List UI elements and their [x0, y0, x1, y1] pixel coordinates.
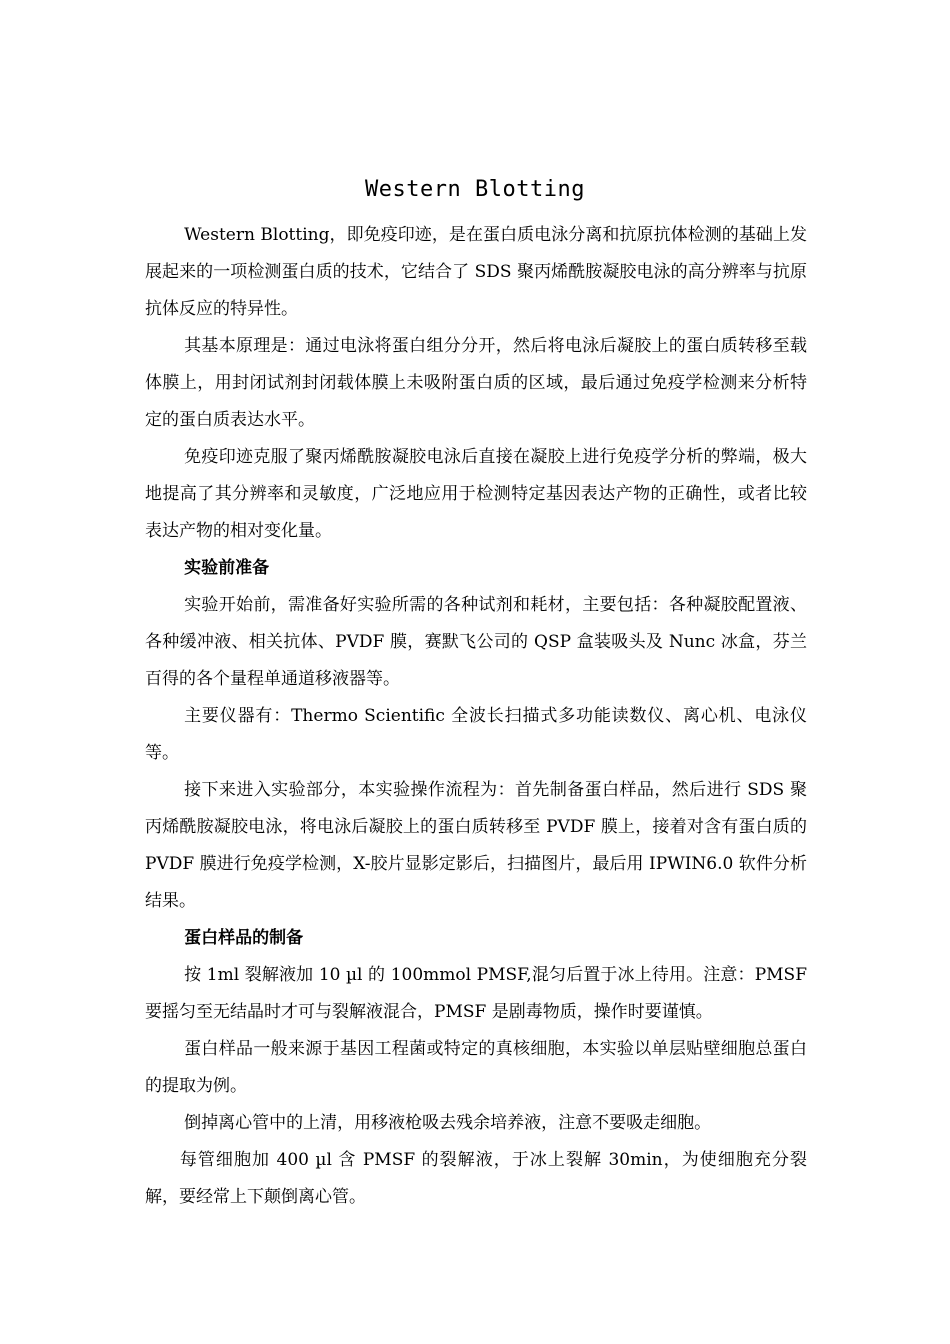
paragraph-instruments: 主要仪器有：Thermo Scientific 全波长扫描式多功能读数仪、离心机、电泳仪等。	[145, 706, 807, 763]
paragraph-discard-supernatant: 倒掉离心管中的上清，用移液枪吸去残余培养液，注意不要吸走细胞。	[184, 1113, 712, 1133]
section-heading-sample-prep: 蛋白样品的制备	[184, 928, 304, 948]
paragraph-sample-source: 蛋白样品一般来源于基因工程菌或特定的真核细胞，本实验以单层贴壁细胞总蛋白的提取为例。	[145, 1039, 807, 1096]
paragraph-principle: 其基本原理是：通过电泳将蛋白组分分开，然后将电泳后凝胶上的蛋白质转移至载体膜上，用封闭试剂封闭载体膜上未吸附蛋白质的区域，最后通过免疫学检测来分析特定的蛋白质表达水平。	[145, 336, 807, 430]
paragraph-intro: Western Blotting，即免疫印迹，是在蛋白质电泳分离和抗原抗体检测的基础上发展起来的一项检测蛋白质的技术，它结合了 SDS 聚丙烯酰胺凝胶电泳的高分辨率与抗原抗体反应的特异性。	[145, 225, 807, 319]
section-heading-preparation: 实验前准备	[184, 558, 270, 578]
paragraph-lysis-buffer: 按 1ml 裂解液加 10 µl 的 100mmol PMSF,混匀后置于冰上待用。注意：PMSF 要摇匀至无结晶时才可与裂解液混合，PMSF 是剧毒物质，操作时要谨慎。	[145, 965, 807, 1022]
paragraph-materials: 实验开始前，需准备好实验所需的各种试剂和耗材，主要包括：各种凝胶配置液、各种缓冲液、相关抗体、PVDF 膜，赛默飞公司的 QSP 盒装吸头及 Nunc 冰盒，芬兰百得的各个量程单通道移液器等。	[145, 595, 807, 689]
document-title: Western Blotting	[365, 177, 585, 202]
paragraph-workflow: 接下来进入实验部分，本实验操作流程为：首先制备蛋白样品，然后进行 SDS 聚丙烯酰胺凝胶电泳，将电泳后凝胶上的蛋白质转移至 PVDF 膜上，接着对含有蛋白质的 PVDF 膜进行免疫学检测，X-胶片显影定影后，扫描图片，最后用 IPWIN6.0 软件分析结果。	[145, 780, 807, 911]
paragraph-cell-lysis: 每管细胞加 400 µl 含 PMSF 的裂解液，于冰上裂解 30min，为使细胞充分裂解，要经常上下颠倒离心管。	[145, 1150, 807, 1207]
paragraph-advantages: 免疫印迹克服了聚丙烯酰胺凝胶电泳后直接在凝胶上进行免疫学分析的弊端，极大地提高了其分辨率和灵敏度，广泛地应用于检测特定基因表达产物的正确性，或者比较表达产物的相对变化量。	[145, 447, 807, 541]
document-body	[145, 217, 807, 1216]
